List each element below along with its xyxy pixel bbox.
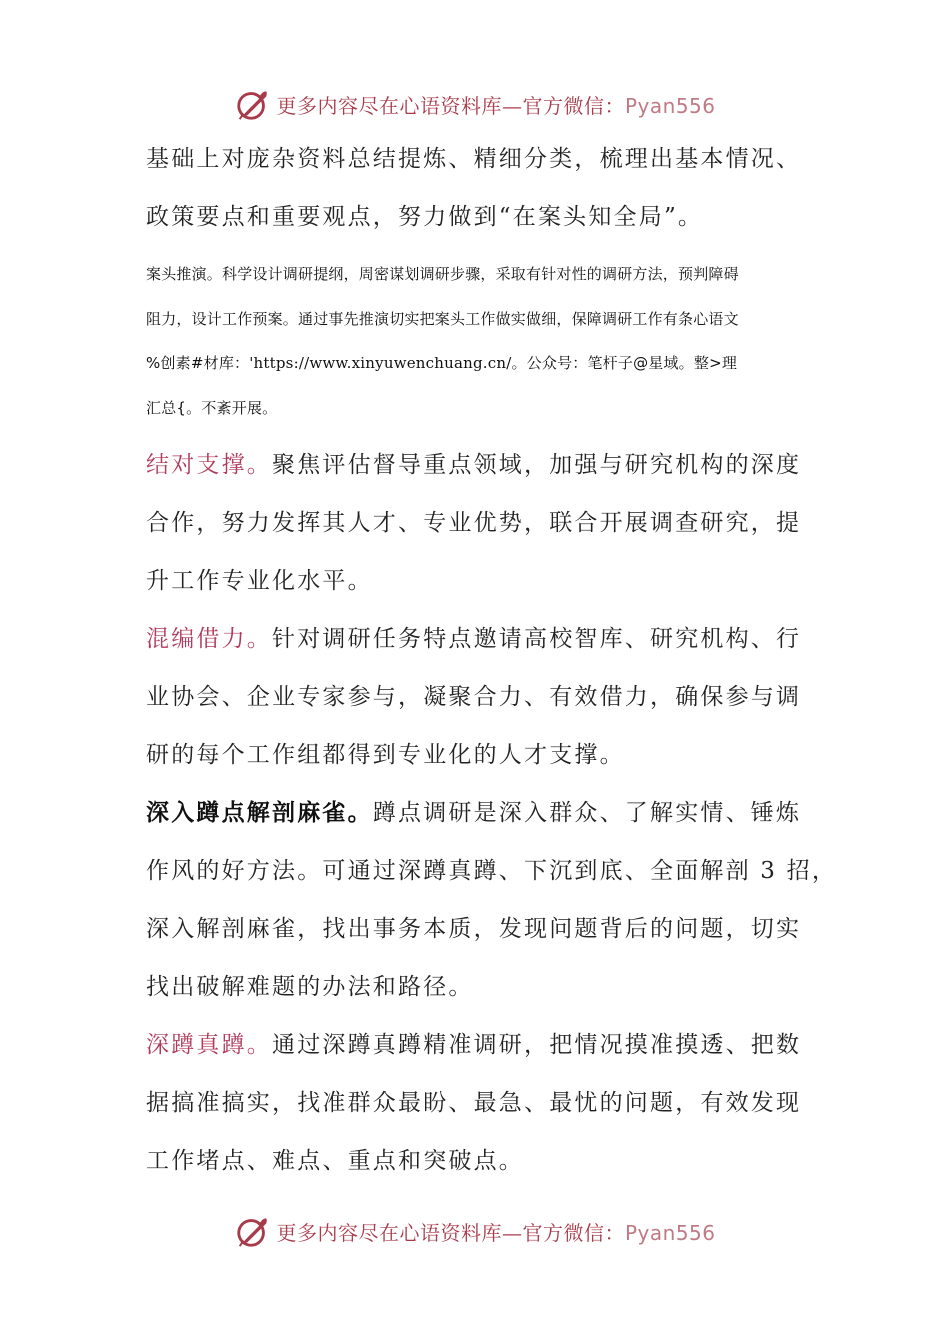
text-line: 政策要点和重要观点，努力做到“在案头知全局”。 — [146, 204, 704, 230]
text-fragment: %创素#材库： — [146, 354, 250, 372]
text-line: 工作堵点、难点、重点和突破点。 — [146, 1148, 524, 1174]
text-fragment: 通过深蹲真蹲精准调研，把情况摸准摸透、把数 — [272, 1032, 802, 1058]
text-line: 深入解剖麻雀，找出事务本质，发现问题背后的问题，切实 — [146, 916, 802, 942]
paragraph-pair-support — [146, 436, 826, 610]
banner-slogan: 更多内容尽在心语资料库—官方微信： — [276, 93, 625, 118]
paragraph-in-depth-fieldwork — [146, 784, 838, 1016]
text-line: 找出破解难题的办法和路径。 — [146, 974, 474, 1000]
banner-slogan: 更多内容尽在心语资料库—官方微信： — [276, 1220, 625, 1245]
header-banner — [0, 84, 950, 124]
text-line — [146, 341, 826, 386]
website-url: 'https://www.xinyuwenchuang.cn/ — [249, 354, 512, 372]
text-fragment: 。公众号：笔杆子@星域。整>理 — [511, 354, 738, 372]
document-body — [146, 130, 838, 1190]
text-line: 基础上对庞杂资料总结提炼、精细分类，梳理出基本情况、 — [146, 146, 802, 172]
banner-wechat-id: Pyan556 — [624, 1220, 716, 1245]
text-line: 阻力，设计工作预案。通过事先推演切实把案头工作做实做细，保障调研工作有条心语文 — [146, 309, 739, 328]
text-line: 汇总{。不紊开展。 — [146, 398, 278, 417]
text-fragment: 聚焦评估督导重点领域，加强与研究机构的深度 — [272, 452, 802, 478]
text-line — [146, 784, 826, 842]
section-lead: 混编借力。 — [146, 626, 272, 652]
quill-logo-icon — [234, 1212, 272, 1250]
banner-text — [276, 90, 715, 119]
text-line: 作风的好方法。可通过深蹲真蹲、下沉到底、全面解剖 3 招， — [146, 858, 838, 884]
paragraph-desk-rehearsal — [146, 252, 826, 430]
text-line: 研的每个工作组都得到专业化的人才支撑。 — [146, 742, 625, 768]
paragraph-intro — [146, 130, 826, 246]
text-line — [146, 1016, 826, 1074]
text-line: 升工作专业化水平。 — [146, 568, 373, 594]
text-line: 业协会、企业专家参与，凝聚合力、有效借力，确保参与调 — [146, 684, 802, 710]
text-line: 合作，努力发挥其人才、专业优势，联合开展调查研究，提 — [146, 510, 802, 536]
footer-banner — [0, 1211, 950, 1251]
text-line: 案头推演。科学设计调研提纲，周密谋划调研步骤，采取有针对性的调研方法，预判障碍 — [146, 265, 739, 283]
paragraph-mixed-leverage — [146, 610, 826, 784]
banner-wechat-id: Pyan556 — [624, 93, 716, 118]
section-heading: 深入蹲点解剖麻雀。 — [146, 799, 373, 826]
text-fragment: 针对调研任务特点邀请高校智库、研究机构、行 — [272, 626, 802, 652]
text-line: 据搞准搞实，找准群众最盼、最急、最忧的问题，有效发现 — [146, 1090, 802, 1116]
text-line — [146, 610, 826, 668]
text-line — [146, 436, 826, 494]
banner-text — [276, 1217, 715, 1246]
section-lead: 深蹲真蹲。 — [146, 1032, 272, 1058]
section-lead: 结对支撑。 — [146, 452, 272, 478]
paragraph-deep-squat — [146, 1016, 826, 1190]
quill-logo-icon — [234, 85, 272, 123]
text-fragment: 蹲点调研是深入群众、了解实情、锤炼 — [372, 800, 802, 826]
